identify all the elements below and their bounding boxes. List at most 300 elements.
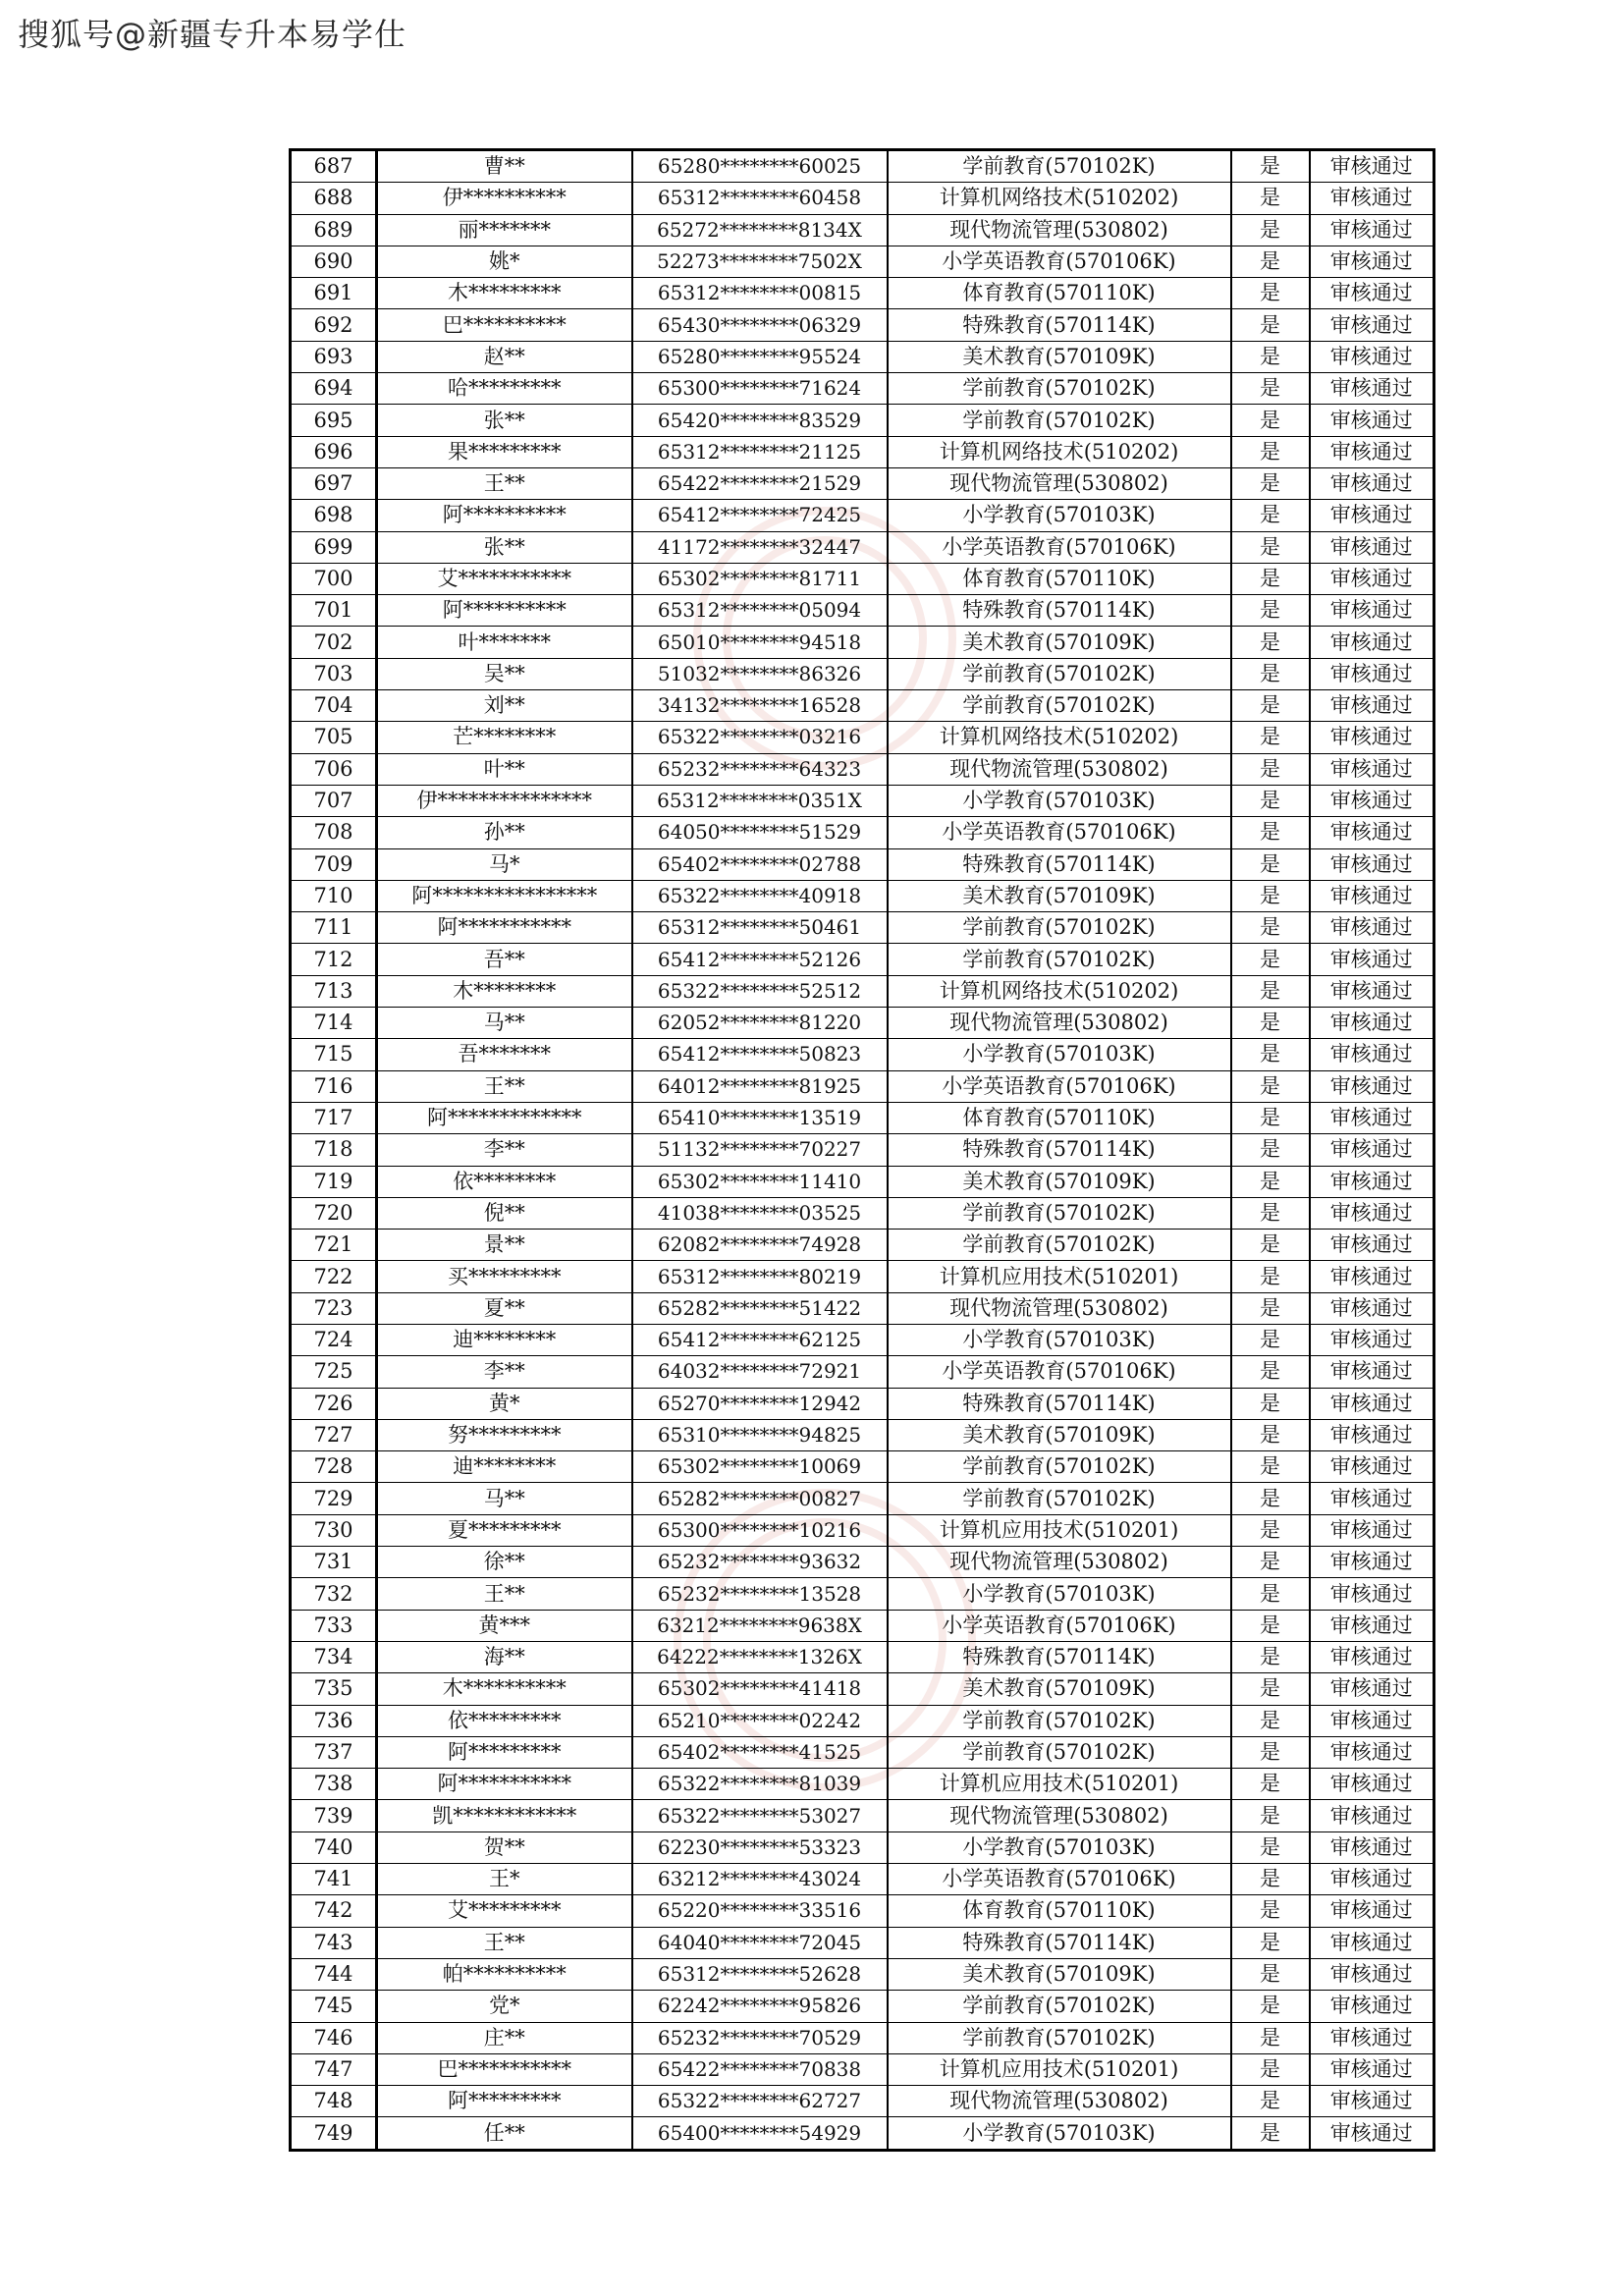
- id-number-cell: 65302********10069: [632, 1451, 888, 1483]
- table-row: [291, 785, 1434, 816]
- review-status-cell: 审核通过: [1310, 658, 1434, 689]
- major-cell: 小学教育(570103K): [888, 1831, 1231, 1863]
- eligible-flag-cell: 是: [1231, 595, 1310, 627]
- review-status-cell: 审核通过: [1310, 1800, 1434, 1831]
- major-cell: 计算机应用技术(510201): [888, 2053, 1231, 2085]
- id-number-cell: 62242********95826: [632, 1991, 888, 2022]
- major-cell: 计算机应用技术(510201): [888, 1261, 1231, 1292]
- review-status-cell: 审核通过: [1310, 436, 1434, 467]
- student-name-cell: 阿****************: [377, 880, 632, 911]
- eligible-flag-cell: 是: [1231, 309, 1310, 341]
- student-name-cell: 徐**: [377, 1547, 632, 1578]
- review-status-cell: 审核通过: [1310, 1230, 1434, 1261]
- student-name-cell: 哈*********: [377, 373, 632, 405]
- eligible-flag-cell: 是: [1231, 1927, 1310, 1958]
- eligible-flag-cell: 是: [1231, 1419, 1310, 1450]
- table-body: [291, 150, 1434, 2151]
- table-row: [291, 1197, 1434, 1229]
- table-row: [291, 1641, 1434, 1672]
- major-cell: 学前教育(570102K): [888, 2022, 1231, 2053]
- student-name-cell: 木********: [377, 975, 632, 1007]
- student-name-cell: 阿***********: [377, 1769, 632, 1800]
- major-cell: 特殊教育(570114K): [888, 848, 1231, 880]
- major-cell: 体育教育(570110K): [888, 563, 1231, 594]
- review-status-cell: 审核通过: [1310, 1102, 1434, 1133]
- row-number-cell: 719: [291, 1166, 377, 1197]
- student-name-cell: 王**: [377, 467, 632, 499]
- eligible-flag-cell: 是: [1231, 563, 1310, 594]
- id-number-cell: 64050********51529: [632, 817, 888, 848]
- id-number-cell: 65410********13519: [632, 1102, 888, 1133]
- id-number-cell: 65302********81711: [632, 563, 888, 594]
- major-cell: 学前教育(570102K): [888, 1705, 1231, 1736]
- id-number-cell: 65322********52512: [632, 975, 888, 1007]
- row-number-cell: 727: [291, 1419, 377, 1450]
- review-status-cell: 审核通过: [1310, 2117, 1434, 2150]
- student-name-cell: 叶*******: [377, 627, 632, 658]
- student-name-cell: 海**: [377, 1641, 632, 1672]
- major-cell: 计算机应用技术(510201): [888, 1769, 1231, 1800]
- id-number-cell: 41172********32447: [632, 531, 888, 563]
- student-name-cell: 艾***********: [377, 563, 632, 594]
- student-name-cell: 买*********: [377, 1261, 632, 1292]
- student-name-cell: 马**: [377, 1008, 632, 1039]
- student-name-cell: 王**: [377, 1578, 632, 1610]
- row-number-cell: 748: [291, 2086, 377, 2117]
- review-status-cell: 审核通过: [1310, 1514, 1434, 1546]
- row-number-cell: 734: [291, 1641, 377, 1672]
- major-cell: 计算机网络技术(510202): [888, 183, 1231, 214]
- major-cell: 特殊教育(570114K): [888, 1927, 1231, 1958]
- major-cell: 美术教育(570109K): [888, 1166, 1231, 1197]
- id-number-cell: 62082********74928: [632, 1230, 888, 1261]
- table-row: [291, 500, 1434, 531]
- id-number-cell: 65220********33516: [632, 1895, 888, 1927]
- major-cell: 特殊教育(570114K): [888, 1388, 1231, 1419]
- review-status-cell: 审核通过: [1310, 944, 1434, 975]
- table-row: [291, 1230, 1434, 1261]
- table-row: [291, 817, 1434, 848]
- major-cell: 计算机网络技术(510202): [888, 722, 1231, 753]
- student-name-cell: 叶**: [377, 753, 632, 785]
- table-row: [291, 150, 1434, 183]
- eligible-flag-cell: 是: [1231, 1641, 1310, 1672]
- table-row: [291, 183, 1434, 214]
- student-name-cell: 果*********: [377, 436, 632, 467]
- major-cell: 特殊教育(570114K): [888, 1641, 1231, 1672]
- student-name-cell: 夏*********: [377, 1514, 632, 1546]
- review-status-cell: 审核通过: [1310, 246, 1434, 277]
- row-number-cell: 710: [291, 880, 377, 911]
- review-status-cell: 审核通过: [1310, 880, 1434, 911]
- table-row: [291, 1769, 1434, 1800]
- id-number-cell: 65282********51422: [632, 1292, 888, 1324]
- review-status-cell: 审核通过: [1310, 1008, 1434, 1039]
- student-name-cell: 巴***********: [377, 2053, 632, 2085]
- review-status-cell: 审核通过: [1310, 531, 1434, 563]
- eligible-flag-cell: 是: [1231, 183, 1310, 214]
- id-number-cell: 63212********9638X: [632, 1610, 888, 1641]
- eligible-flag-cell: 是: [1231, 1134, 1310, 1166]
- major-cell: 学前教育(570102K): [888, 405, 1231, 436]
- id-number-cell: 65272********8134X: [632, 214, 888, 246]
- row-number-cell: 712: [291, 944, 377, 975]
- student-name-cell: 巴**********: [377, 309, 632, 341]
- eligible-flag-cell: 是: [1231, 880, 1310, 911]
- eligible-flag-cell: 是: [1231, 848, 1310, 880]
- table-row: [291, 1102, 1434, 1133]
- row-number-cell: 735: [291, 1673, 377, 1705]
- major-cell: 体育教育(570110K): [888, 278, 1231, 309]
- table-row: [291, 1356, 1434, 1388]
- student-name-cell: 阿***********: [377, 912, 632, 944]
- major-cell: 美术教育(570109K): [888, 627, 1231, 658]
- student-name-cell: 王*: [377, 1864, 632, 1895]
- table-row: [291, 1419, 1434, 1450]
- student-name-cell: 夏**: [377, 1292, 632, 1324]
- eligible-flag-cell: 是: [1231, 1166, 1310, 1197]
- major-cell: 计算机网络技术(510202): [888, 975, 1231, 1007]
- eligible-flag-cell: 是: [1231, 975, 1310, 1007]
- row-number-cell: 716: [291, 1070, 377, 1102]
- id-number-cell: 41038********03525: [632, 1197, 888, 1229]
- row-number-cell: 737: [291, 1736, 377, 1768]
- row-number-cell: 695: [291, 405, 377, 436]
- eligible-flag-cell: 是: [1231, 1673, 1310, 1705]
- row-number-cell: 720: [291, 1197, 377, 1229]
- major-cell: 小学教育(570103K): [888, 1578, 1231, 1610]
- row-number-cell: 699: [291, 531, 377, 563]
- id-number-cell: 65280********60025: [632, 150, 888, 183]
- row-number-cell: 707: [291, 785, 377, 816]
- review-status-cell: 审核通过: [1310, 563, 1434, 594]
- major-cell: 现代物流管理(530802): [888, 467, 1231, 499]
- row-number-cell: 749: [291, 2117, 377, 2150]
- row-number-cell: 745: [291, 1991, 377, 2022]
- student-name-cell: 刘**: [377, 690, 632, 722]
- major-cell: 小学教育(570103K): [888, 1039, 1231, 1070]
- major-cell: 特殊教育(570114K): [888, 595, 1231, 627]
- eligible-flag-cell: 是: [1231, 1578, 1310, 1610]
- major-cell: 美术教育(570109K): [888, 1673, 1231, 1705]
- review-status-cell: 审核通过: [1310, 1673, 1434, 1705]
- eligible-flag-cell: 是: [1231, 246, 1310, 277]
- row-number-cell: 725: [291, 1356, 377, 1388]
- row-number-cell: 696: [291, 436, 377, 467]
- row-number-cell: 732: [291, 1578, 377, 1610]
- student-name-cell: 景**: [377, 1230, 632, 1261]
- table-row: [291, 1673, 1434, 1705]
- row-number-cell: 723: [291, 1292, 377, 1324]
- table-row: [291, 2022, 1434, 2053]
- row-number-cell: 700: [291, 563, 377, 594]
- review-status-cell: 审核通过: [1310, 1895, 1434, 1927]
- major-cell: 小学教育(570103K): [888, 2117, 1231, 2150]
- major-cell: 学前教育(570102K): [888, 1991, 1231, 2022]
- eligible-flag-cell: 是: [1231, 1356, 1310, 1388]
- student-name-cell: 李**: [377, 1134, 632, 1166]
- row-number-cell: 730: [291, 1514, 377, 1546]
- major-cell: 小学英语教育(570106K): [888, 1070, 1231, 1102]
- review-status-cell: 审核通过: [1310, 1641, 1434, 1672]
- admission-list-table: [289, 148, 1435, 2152]
- table-row: [291, 627, 1434, 658]
- table-row: [291, 531, 1434, 563]
- major-cell: 现代物流管理(530802): [888, 2086, 1231, 2117]
- id-number-cell: 65310********94825: [632, 1419, 888, 1450]
- eligible-flag-cell: 是: [1231, 1292, 1310, 1324]
- major-cell: 小学英语教育(570106K): [888, 246, 1231, 277]
- review-status-cell: 审核通过: [1310, 1547, 1434, 1578]
- eligible-flag-cell: 是: [1231, 467, 1310, 499]
- eligible-flag-cell: 是: [1231, 1230, 1310, 1261]
- row-number-cell: 706: [291, 753, 377, 785]
- id-number-cell: 64012********81925: [632, 1070, 888, 1102]
- id-number-cell: 65402********02788: [632, 848, 888, 880]
- review-status-cell: 审核通过: [1310, 2053, 1434, 2085]
- eligible-flag-cell: 是: [1231, 722, 1310, 753]
- id-number-cell: 65280********95524: [632, 341, 888, 372]
- id-number-cell: 65322********40918: [632, 880, 888, 911]
- major-cell: 小学英语教育(570106K): [888, 817, 1231, 848]
- review-status-cell: 审核通过: [1310, 1292, 1434, 1324]
- id-number-cell: 65270********12942: [632, 1388, 888, 1419]
- review-status-cell: 审核通过: [1310, 373, 1434, 405]
- row-number-cell: 702: [291, 627, 377, 658]
- table-row: [291, 278, 1434, 309]
- table-row: [291, 1547, 1434, 1578]
- eligible-flag-cell: 是: [1231, 214, 1310, 246]
- review-status-cell: 审核通过: [1310, 341, 1434, 372]
- student-name-cell: 迪********: [377, 1324, 632, 1355]
- table-row: [291, 1578, 1434, 1610]
- review-status-cell: 审核通过: [1310, 1610, 1434, 1641]
- student-name-cell: 木*********: [377, 278, 632, 309]
- review-status-cell: 审核通过: [1310, 1958, 1434, 1990]
- row-number-cell: 698: [291, 500, 377, 531]
- review-status-cell: 审核通过: [1310, 1864, 1434, 1895]
- id-number-cell: 65312********21125: [632, 436, 888, 467]
- major-cell: 现代物流管理(530802): [888, 1292, 1231, 1324]
- major-cell: 学前教育(570102K): [888, 658, 1231, 689]
- eligible-flag-cell: 是: [1231, 405, 1310, 436]
- review-status-cell: 审核通过: [1310, 467, 1434, 499]
- table-row: [291, 753, 1434, 785]
- major-cell: 学前教育(570102K): [888, 1483, 1231, 1514]
- review-status-cell: 审核通过: [1310, 500, 1434, 531]
- review-status-cell: 审核通过: [1310, 975, 1434, 1007]
- id-number-cell: 65322********03216: [632, 722, 888, 753]
- id-number-cell: 65312********50461: [632, 912, 888, 944]
- major-cell: 美术教育(570109K): [888, 341, 1231, 372]
- eligible-flag-cell: 是: [1231, 1039, 1310, 1070]
- table-row: [291, 1134, 1434, 1166]
- eligible-flag-cell: 是: [1231, 1547, 1310, 1578]
- row-number-cell: 724: [291, 1324, 377, 1355]
- id-number-cell: 65312********52628: [632, 1958, 888, 1990]
- student-name-cell: 伊***************: [377, 785, 632, 816]
- review-status-cell: 审核通过: [1310, 1070, 1434, 1102]
- eligible-flag-cell: 是: [1231, 1769, 1310, 1800]
- review-status-cell: 审核通过: [1310, 2022, 1434, 2053]
- student-name-cell: 依********: [377, 1166, 632, 1197]
- table-row: [291, 1008, 1434, 1039]
- table-row: [291, 975, 1434, 1007]
- student-name-cell: 吾**: [377, 944, 632, 975]
- major-cell: 体育教育(570110K): [888, 1895, 1231, 1927]
- major-cell: 学前教育(570102K): [888, 150, 1231, 183]
- table-row: [291, 1039, 1434, 1070]
- row-number-cell: 733: [291, 1610, 377, 1641]
- review-status-cell: 审核通过: [1310, 690, 1434, 722]
- student-name-cell: 姚*: [377, 246, 632, 277]
- eligible-flag-cell: 是: [1231, 278, 1310, 309]
- review-status-cell: 审核通过: [1310, 1578, 1434, 1610]
- id-number-cell: 65422********70838: [632, 2053, 888, 2085]
- eligible-flag-cell: 是: [1231, 2086, 1310, 2117]
- major-cell: 现代物流管理(530802): [888, 1800, 1231, 1831]
- review-status-cell: 审核通过: [1310, 912, 1434, 944]
- id-number-cell: 65412********72425: [632, 500, 888, 531]
- table-row: [291, 2086, 1434, 2117]
- review-status-cell: 审核通过: [1310, 1483, 1434, 1514]
- eligible-flag-cell: 是: [1231, 1705, 1310, 1736]
- eligible-flag-cell: 是: [1231, 1514, 1310, 1546]
- review-status-cell: 审核通过: [1310, 1134, 1434, 1166]
- id-number-cell: 64032********72921: [632, 1356, 888, 1388]
- student-name-cell: 阿**********: [377, 500, 632, 531]
- row-number-cell: 693: [291, 341, 377, 372]
- major-cell: 学前教育(570102K): [888, 912, 1231, 944]
- table-row: [291, 1261, 1434, 1292]
- row-number-cell: 726: [291, 1388, 377, 1419]
- review-status-cell: 审核通过: [1310, 1736, 1434, 1768]
- row-number-cell: 704: [291, 690, 377, 722]
- row-number-cell: 728: [291, 1451, 377, 1483]
- source-watermark: 搜狐号@新疆专升本易学仕: [18, 16, 407, 53]
- row-number-cell: 739: [291, 1800, 377, 1831]
- eligible-flag-cell: 是: [1231, 1831, 1310, 1863]
- major-cell: 现代物流管理(530802): [888, 1547, 1231, 1578]
- student-name-cell: 任**: [377, 2117, 632, 2150]
- eligible-flag-cell: 是: [1231, 1388, 1310, 1419]
- major-cell: 学前教育(570102K): [888, 944, 1231, 975]
- table-row: [291, 1991, 1434, 2022]
- major-cell: 学前教育(570102K): [888, 1197, 1231, 1229]
- eligible-flag-cell: 是: [1231, 658, 1310, 689]
- student-name-cell: 李**: [377, 1356, 632, 1388]
- id-number-cell: 65232********13528: [632, 1578, 888, 1610]
- review-status-cell: 审核通过: [1310, 1039, 1434, 1070]
- row-number-cell: 715: [291, 1039, 377, 1070]
- student-name-cell: 丽*******: [377, 214, 632, 246]
- table-row: [291, 1483, 1434, 1514]
- eligible-flag-cell: 是: [1231, 500, 1310, 531]
- table-row: [291, 658, 1434, 689]
- review-status-cell: 审核通过: [1310, 1388, 1434, 1419]
- student-name-cell: 张**: [377, 405, 632, 436]
- review-status-cell: 审核通过: [1310, 1927, 1434, 1958]
- review-status-cell: 审核通过: [1310, 1991, 1434, 2022]
- id-number-cell: 65300********10216: [632, 1514, 888, 1546]
- row-number-cell: 746: [291, 2022, 377, 2053]
- table-row: [291, 1070, 1434, 1102]
- row-number-cell: 701: [291, 595, 377, 627]
- student-name-cell: 阿*********: [377, 2086, 632, 2117]
- review-status-cell: 审核通过: [1310, 1419, 1434, 1450]
- id-number-cell: 64222********1326X: [632, 1641, 888, 1672]
- table-row: [291, 722, 1434, 753]
- major-cell: 小学教育(570103K): [888, 500, 1231, 531]
- student-name-cell: 努*********: [377, 1419, 632, 1450]
- table-row: [291, 1324, 1434, 1355]
- eligible-flag-cell: 是: [1231, 944, 1310, 975]
- id-number-cell: 65412********52126: [632, 944, 888, 975]
- eligible-flag-cell: 是: [1231, 1008, 1310, 1039]
- major-cell: 学前教育(570102K): [888, 1451, 1231, 1483]
- row-number-cell: 691: [291, 278, 377, 309]
- major-cell: 美术教育(570109K): [888, 1419, 1231, 1450]
- review-status-cell: 审核通过: [1310, 2086, 1434, 2117]
- student-name-cell: 赵**: [377, 341, 632, 372]
- id-number-cell: 65312********00815: [632, 278, 888, 309]
- id-number-cell: 34132********16528: [632, 690, 888, 722]
- review-status-cell: 审核通过: [1310, 1166, 1434, 1197]
- eligible-flag-cell: 是: [1231, 785, 1310, 816]
- id-number-cell: 65232********93632: [632, 1547, 888, 1578]
- row-number-cell: 747: [291, 2053, 377, 2085]
- table-row: [291, 944, 1434, 975]
- student-name-cell: 依*********: [377, 1705, 632, 1736]
- eligible-flag-cell: 是: [1231, 1610, 1310, 1641]
- major-cell: 美术教育(570109K): [888, 880, 1231, 911]
- eligible-flag-cell: 是: [1231, 1483, 1310, 1514]
- eligible-flag-cell: 是: [1231, 373, 1310, 405]
- review-status-cell: 审核通过: [1310, 278, 1434, 309]
- table-row: [291, 563, 1434, 594]
- major-cell: 特殊教育(570114K): [888, 309, 1231, 341]
- review-status-cell: 审核通过: [1310, 214, 1434, 246]
- table-row: [291, 467, 1434, 499]
- table-row: [291, 1864, 1434, 1895]
- eligible-flag-cell: 是: [1231, 1864, 1310, 1895]
- table-row: [291, 1514, 1434, 1546]
- eligible-flag-cell: 是: [1231, 1800, 1310, 1831]
- student-name-cell: 张**: [377, 531, 632, 563]
- table-row: [291, 912, 1434, 944]
- table-row: [291, 246, 1434, 277]
- table-row: [291, 1895, 1434, 1927]
- student-name-cell: 马**: [377, 1483, 632, 1514]
- row-number-cell: 738: [291, 1769, 377, 1800]
- student-name-cell: 凯************: [377, 1800, 632, 1831]
- student-name-cell: 黄***: [377, 1610, 632, 1641]
- table-row: [291, 1451, 1434, 1483]
- row-number-cell: 703: [291, 658, 377, 689]
- row-number-cell: 708: [291, 817, 377, 848]
- id-number-cell: 62230********53323: [632, 1831, 888, 1863]
- review-status-cell: 审核通过: [1310, 1451, 1434, 1483]
- review-status-cell: 审核通过: [1310, 785, 1434, 816]
- eligible-flag-cell: 是: [1231, 2053, 1310, 2085]
- table-row: [291, 341, 1434, 372]
- major-cell: 小学英语教育(570106K): [888, 1356, 1231, 1388]
- eligible-flag-cell: 是: [1231, 1261, 1310, 1292]
- major-cell: 小学教育(570103K): [888, 785, 1231, 816]
- table-row: [291, 1610, 1434, 1641]
- row-number-cell: 741: [291, 1864, 377, 1895]
- id-number-cell: 65322********81039: [632, 1769, 888, 1800]
